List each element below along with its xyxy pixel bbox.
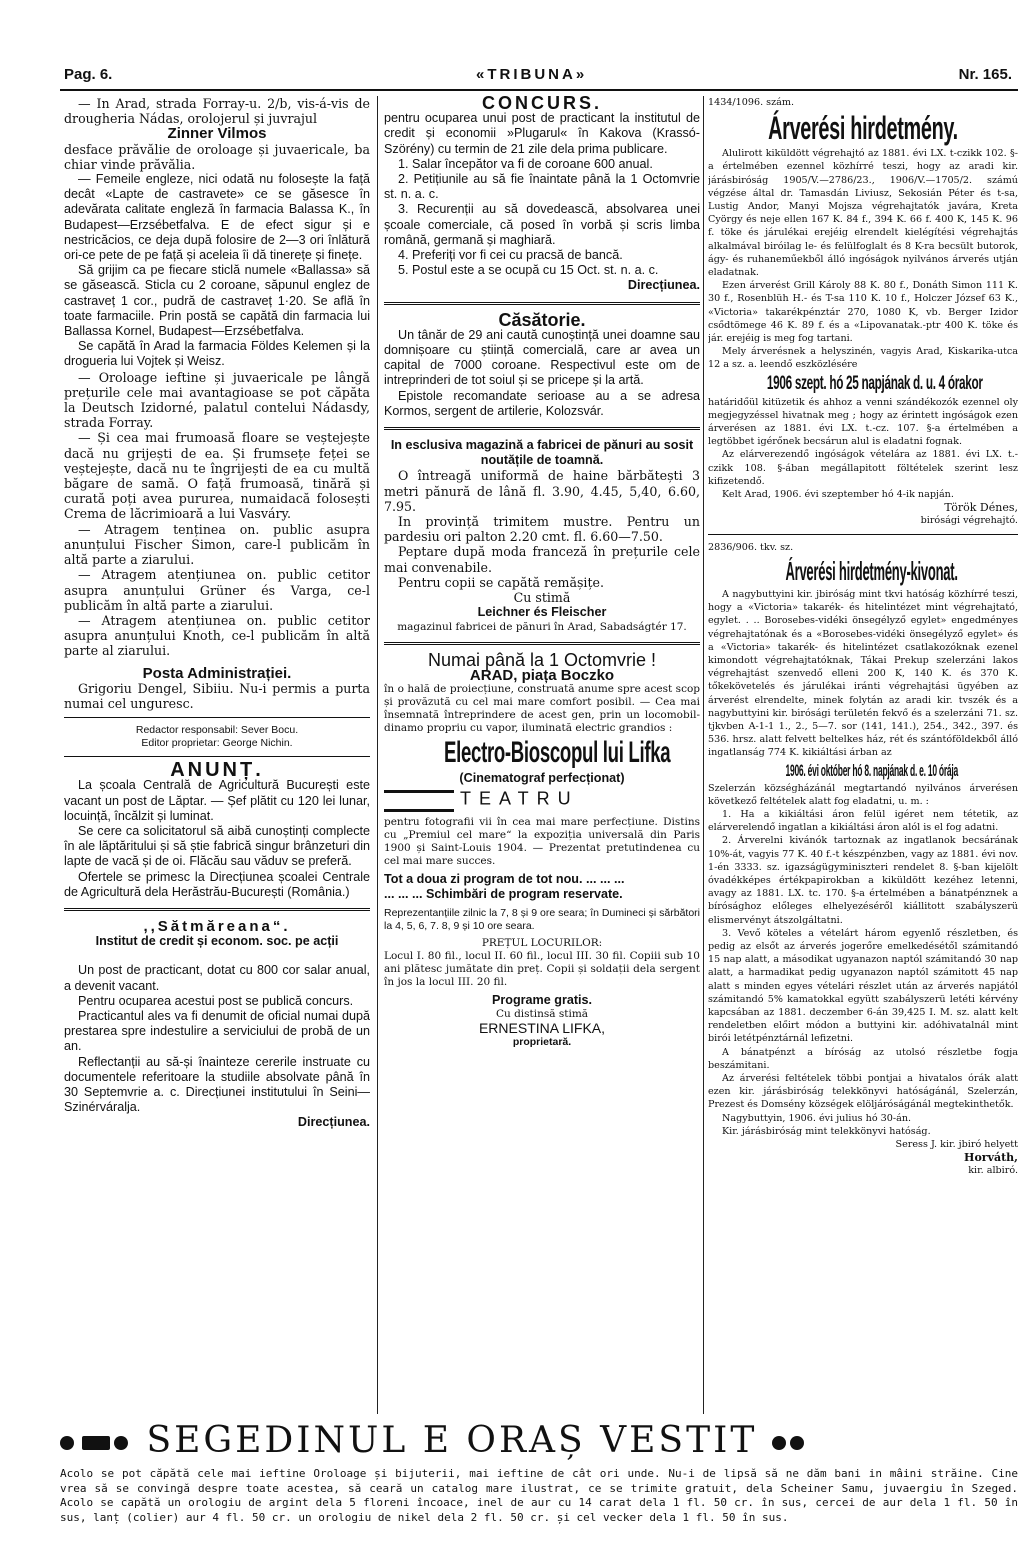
segedin-title-row xyxy=(60,1420,1018,1461)
electro-title: Electro-Bioscopul lui Lifka xyxy=(444,735,671,769)
column-2 xyxy=(384,96,700,1414)
anunt-p2: Se cere ca solicitatorul să aibă cunoștinți complecte în ale lăptăritului și să știe fabrică singur brânzeturi din lapte de vacă și de oi. Flăcău sau văduv se preferă. xyxy=(64,823,370,869)
arveresi-role: birósági végrehajtó. xyxy=(920,515,1018,527)
programe-gratis: Programe gratis. xyxy=(491,992,593,1007)
column-rule-2 xyxy=(703,96,704,1414)
casatorie-title: Căsătorie. xyxy=(498,309,586,330)
column-3 xyxy=(708,96,1018,1414)
concurs-sign: Direcțiunea. xyxy=(627,278,700,293)
zinner-ad: — In Arad, strada Forray-u. 2/b, vis-á-vis de drougheria Nádas, orolojerul și juvrajul xyxy=(64,96,370,127)
satmar-sign: Direcțiunea. xyxy=(297,1115,370,1130)
divider xyxy=(64,908,370,911)
segedin-ad xyxy=(60,1420,1018,1525)
satmar-p1: Un post de practicant, dotat cu 800 cor salar anual, a devenit vacant. xyxy=(64,963,370,993)
esclusiva-firm: Leichner és Fleischer xyxy=(477,605,607,620)
kivonat-sign-3: kir. albiró. xyxy=(968,1165,1018,1177)
segedin-title: SEGEDINUL E ORAȘ VESTIT xyxy=(146,1420,758,1461)
tot-nou: Tot a doua zi program de tot nou. ... ... ... xyxy=(384,872,625,887)
concurs-item-4: 4. Preferiți vor fi cei cu pracsă de bancă. xyxy=(398,248,623,263)
ornament-dot-icon xyxy=(790,1436,804,1450)
divider xyxy=(64,717,370,718)
concurs-title: CONCURS. xyxy=(481,96,602,113)
concurs-item-1: 1. Salar începător va fi de coroane 600 anual. xyxy=(398,156,653,171)
arveresi-title: Árverési hirdetmény. xyxy=(768,110,958,147)
satmar-title: ,,Sătmăreana“. xyxy=(143,917,291,935)
numai-title: Numai până la 1 Octomvrie ! xyxy=(427,649,657,670)
arveresi-p5: Az elárverezendő ingóságok vételára az 1881. évi LX. t.-czikk 108. §-ában megállapitott föltételek szerint lesz kifizetendő. xyxy=(708,449,1018,487)
arad-text: în o hală de proiecțiune, construată anume spre acest scop și provăzută cu cel mai mare comfort posibil. — Cea mai însemnată întreprindere de acest gen, prin un locomobil-dinamo propriu cu vapor, iluminată electric grandios : xyxy=(384,682,700,734)
column-1 xyxy=(64,96,370,1414)
page-number: Pag. 6. xyxy=(64,66,113,83)
esclusiva-address: magazinul fabricei de pănuri în Arad, Sabadságtér 17. xyxy=(397,620,687,633)
kivonat-title: Árverési hirdetmény-kivonat. xyxy=(785,555,958,586)
pret-title: PREȚUL LOCURILOR: xyxy=(481,936,603,949)
satmar-p3: Practicantul ales va fi denumit de oficial numai după prestarea spre indestulire a serviciului de probă de un an. xyxy=(64,1008,370,1054)
zinner-ad-body: desface prăvălie de oroloage și juvaericale, ba chiar vinde prăvălia. xyxy=(64,141,370,172)
arveresi-p3: Mely árverésnek a helyszinén, vagyis Arad, Kiskarika-utca 12 a sz. a. leendő eszközlésére xyxy=(708,346,1018,371)
divider xyxy=(384,427,700,430)
concurs-item-5: 5. Postul este a se ocupă cu 15 Oct. st. n. a. c. xyxy=(398,263,659,278)
esclusiva-p1: O întreagă uniformă de haine bărbătești 3 metri pănură de lână fl. 3.90, 4.45, 5,40, 6.60, 7.95. xyxy=(384,468,700,514)
kivonat-place: Nagybuttyin, 1906. évi julius hó 30-án. xyxy=(722,1112,912,1124)
ornament-dot-icon xyxy=(772,1436,786,1450)
oroloage-notice: — Oroloage ieftine și juvaericale pe lângă prețurile cele mai avantagioase se pot căpăta la Deutsch Izidorné, palatul contelui Nádasdy, strada Forray. xyxy=(64,369,370,431)
esclusiva-p3: Peptare după moda franceză în prețurile cele mai convenabile. xyxy=(384,544,700,575)
esclusiva-p2: In provință trimitem mustre. Pentru un pardesiu ori palton 2.20 cmt. fl. 6.60—7.50. xyxy=(384,514,700,545)
redactor-line: Redactor responsabil: Sever Bocu. xyxy=(135,724,299,737)
kivonat-court: Kir. járásbiróság mint telekkönyvi hatóság. xyxy=(722,1125,931,1137)
teatru-row xyxy=(384,790,700,812)
lifka-name: ERNESTINA LIFKA, xyxy=(478,1019,606,1036)
header-rule xyxy=(60,89,1018,91)
arveresi-p1: Alulirott kiküldött végrehajtó az 1881. évi LX. t-czikk 102. §-a értelmében ezennel közhírré teszi, hogy az aradi kir. járásbiróság 1905/V.—2786/23., 1906/V.—1705/2. számú végzése által dr. Tamasdán Liviusz, Sekosián Péter és t-sa, Lustig Andor, Manyi Mojsza végrehajtatók javára, Kreta Cyörgy és neje ellen 167 K. 84 f., 394 K. 66 f. 400 K, 145 K. 96 f. töke és járulékai erejéig elrendelt kielégítési végrehajtás alkalmával biróilag le- és felülfoglalt és 8 K-ra becsült butorok, ágy- és ruhaneműekből álló ingóságok nyilvános árverés utján eladatnak. xyxy=(708,148,1018,279)
divider xyxy=(384,642,700,645)
distinsa-stima: Cu distinsă stimă xyxy=(495,1007,589,1020)
decorative-bars xyxy=(384,790,454,812)
kivonat-date: 1906. évi október hó 8. napjának d. e. 10 órája xyxy=(785,760,958,780)
ornament-mark-icon xyxy=(82,1436,110,1450)
casatorie-p1: Un tânăr de 29 ani caută cunoștință unei doamne sau domnișoare cu știință comercială, care ar avea un capital de 7000 coroane. Respectivul este om de intreprinderi de tot soiul și se pricepe și la artă. xyxy=(384,327,700,388)
concurs-item-3: 3. Recurenții au să dovedească, absolvarea unei școale comerciale, că posed în vorbă și scris limba română, germană și maghiară. xyxy=(384,202,700,247)
kivonat-sign-1: Seress J. kir. jbiró helyett xyxy=(895,1139,1018,1151)
page-header xyxy=(64,66,1016,88)
ballassa-notice: Să grijim ca pe fiecare sticlă numele «Ballassa» să se găsească. Sticla cu 2 coroane, săpunul englez de castraveț 1 cor., pudră de castraveț 1·20. Se află în toate farmaciile. Prin postă se capătă din farmacia lui Ballassa Kornel, Budapest—Erzsébetfalva. xyxy=(64,263,370,339)
kivonat-item-2: 2. Árverelni kivánók tartoznak az ingatlanok becsárának 10%-át, vagyis 77 K. 40 f.-t készpénzben, vagy az 1881. évi nov. 1-én 3333. sz. igazságügyminiszteri rendelet 8. §-ban kijelölt óvadékképes értékpapirokban a kiküldött kezéhez letenni, avagy az 1881. LX. tc. 170. §-a értelmében a bánatpénznek a bírósághoz előleges elhelyezéséről kiállitott szabályszerü elismervényt átszolgáltatni. xyxy=(708,835,1018,926)
ref-number-2: 2836/906. tkv. sz. xyxy=(708,541,794,553)
posta-title: Posta Administrației. xyxy=(142,664,292,682)
casatorie-p2: Epistole recomandate serioase au a se adresa Kormos, sergent de artilerie, Kolozsvár. xyxy=(384,388,700,418)
kivonat-item-5: Az árverési feltételek többi pontjai a hivatalos órák alatt ezen kir. járásbiróság telekkönyvi hatóságánál, Szelerzán, Prezest és Domsény községek elöljáróságánál megtekinthetők. xyxy=(708,1073,1018,1111)
proprietara: proprietară. xyxy=(512,1035,572,1048)
anunt-p3: Ofertele se primesc la Direcțiunea școalei Centrale de Agricultură dela Herăstrău-București (România.) xyxy=(64,869,370,899)
concurs-intro: pentru ocuparea unui post de practicant la institutul de credit și economii »Plugarul« în Kakova (Krassó-Szörény) cu termin de 21 zile dela prima publicare. xyxy=(384,111,700,156)
arveresi-date: 1906 szept. hó 25 napjának d. u. 4 órakor xyxy=(766,372,983,394)
arveresi-p4: határidőül kitüzetik és ahhoz a venni szándékozók ezennel oly megjegyzéssel hivatnak meg ; hogy az érintett ingóságok ezen árverésen az 1881. évi LX. t.-cz. 107. §-a értelmében a legtöbbet igérőnek becsárun alul is eladatni fognak. xyxy=(708,396,1018,448)
satmar-subtitle: Institut de credit și econom. soc. pe acții xyxy=(95,934,339,949)
reprezentatii: Reprezentanțiile zilnic la 7, 8 și 9 ore seara; în Dumineci și sărbători la 4, 5, 6, 7. 8, 9 și 10 ore seara. xyxy=(384,906,700,932)
kivonat-p1: A nagybuttyini kir. jbiróság mint tkvi hatóság közhírré teszi, hogy a «Victoria» takarék- és hitelintézet mint végrehajtató, egylet. . .. Borosebes-vidéki önsegélyző egylet» engedményes végrehajtatónak és a «Borosebes-vidéki önsegélyző egylet» és a «Victoria» takarék- és hitelintézet csatlakozóknak ezenel kimondott végrehajtatóknak, Tákai Prekup szelerzáni lakos végrehajtást szenvedő elleni 200 K, 140 K. és 370 K. tőkekövetelés és járulékai iránti végrehajtási ügyében az árverést elrendelte, minek folytán az aradi kir. tvszék és a nagybuttyini kir. birósági területén fekvő és a szelerzáni 71. sz. tjkvben A-1-1 1., 2., 5—7. sor (141, 141.), 254., 342., 397. és 536. hrsz. alatt felvett beltelkes ház, rét és szántóföldekből álló ingatlanság 774 K. kikiáltási árban az xyxy=(708,588,1018,759)
column-rule-1 xyxy=(377,96,378,1414)
ornament-dot-icon xyxy=(114,1436,128,1450)
kivonat-item-4: A bánatpénzt a bíróság az utolsó részletbe fogja beszámitani. xyxy=(708,1046,1018,1071)
concurs-item-2: 2. Petițiunile au să fie înaintate până la 1 Octomvrie st. n. a. c. xyxy=(384,172,700,202)
newspaper-title: «TRIBUNA» xyxy=(476,66,588,83)
ornament-dot-icon xyxy=(60,1436,74,1450)
satmar-p4: Reflectanții au să-și înainteze cererile instruate cu documentele referitoare la studiile absolvate până în 30 Septemvrie a. c. Direcțiunei institutului în Seini—Szinérváralja. xyxy=(64,1054,370,1115)
teatru-title: TEATRU xyxy=(460,788,579,809)
esclusiva-stima: Cu stimă xyxy=(513,590,571,606)
divider xyxy=(708,534,1018,535)
esclusiva-title: In esclusiva magazină a fabricei de pănuri au sosit noutățile de toamnă. xyxy=(390,438,694,468)
kivonat-item-3: 3. Vevő köteles a vételárt három egyenlő részletben, és pedig az elsőt az árverés jogerőre emelkedésétől számitandó 15 nap alatt, a másodikat ugyanazon naptól számitandó 30 nap alatt, a harmadikat pedig ugyanazon naptól számitott 45 nap alatt s minden egyes vételári részlet után az árverés napjától számitandó 5% kamatokkal együtt szabályszerü letéti kérvény kapcsában az 1881. deczember 6-án 39,425 I. M. sz. alatt kelt rendeletben előirt módon a buttyini kir. adóhivatalnál mint birói letétpénztárnál lefizetni. xyxy=(708,927,1018,1045)
knoth-notice: — Atragem atențiunea on. public cetitor asupra anunțului Knoth, ce-l publicăm în altă parte al ziarului. xyxy=(64,612,370,659)
anunt-title: ANUNȚ. xyxy=(170,759,264,782)
posta-text: Grigoriu Dengel, Sibiiu. Nu-i permis a purta numai cel unguresc. xyxy=(64,680,370,711)
divider xyxy=(64,756,370,757)
kivonat-sign-2: Horváth, xyxy=(964,1151,1018,1165)
kivonat-item-1: 1. Ha a kikiáltási áron felül igéret nem tétetik, az elárverelendő ingatlan a kikiáltási áron alól is el fog adatni. xyxy=(708,808,1018,834)
gruner-notice: — Atragem atențiunea on. public cetitor asupra anunțului Grüner és Varga, ce-l publicăm în altă parte a ziarului. xyxy=(64,567,370,613)
cinematograf: (Cinematograf perfecționat) xyxy=(459,770,625,785)
zinner-name: Zinner Vilmos xyxy=(167,125,267,143)
vasvary-notice: — Și cea mai frumoasă floare se veștejește dacă nu grijești de ea. Și frumsețe feței se veștejește, dacă nu te îngrijești de ea cu multă băgare de samă. O față frumoasă, tinără și curată poți avea pururea, numaidacă folosești Crema de lăcrimioară a lui Vasváry. xyxy=(64,430,370,522)
arad-title: ARAD, piața Boczko xyxy=(469,666,615,684)
arveresi-place: Kelt Arad, 1906. évi szeptember hó 4-ik napján. xyxy=(722,489,954,501)
teatru-text: pentru fotografii vii în cea mai mare perfecțiune. Distins cu „Premiul cel mare“ la expoziția universală din Paris 1900 și Saint-Louis 1904. — Prezentat pretutindenea cu cel mai mare succes. xyxy=(384,816,700,868)
ref-number-1: 1434/1096. szám. xyxy=(708,97,795,108)
kivonat-p2: Szelerzán községházánál megtartandó nyilvános árverésen következő feltételek alatt fog eladatni, u. m. : xyxy=(708,782,1018,807)
anunt-p1: La școala Centrală de Agricultură București este vacant un post de Lăptar. — Șef plătit cu 120 lei lunar, locuință, încălzit și luminat. xyxy=(64,778,370,823)
esclusiva-p4: Pentru copii se capătă remășițe. xyxy=(398,574,604,590)
arveresi-p2: Ezen árverést Grill Károly 88 K. 80 f., Donáth Simon 111 K. 30 f., Rosenblüh H.- és T-sa 110 K. 10 f., Holczer József 63 K., «Victoria» takarékpénztár 270, 1080 K, vb. Berger Izidor csődtömege 46 K. 89 f. és a «Lipovanatak.-ptr 400 K. töke és jár. erejéig is meg fog tartani. xyxy=(708,280,1018,345)
divider xyxy=(384,302,700,305)
satmar-p2: Pentru ocuparea acestui post se publică concurs. xyxy=(78,993,354,1008)
arveresi-sign: Török Dénes, xyxy=(944,501,1018,515)
segedin-text: Acolo se pot căpătă cele mai ieftine Oroloage și bijuterii, mai ieftine de cât ori unde. Nu-i de lipsă să ne dăm bani in mâini străine. Cine vrea să se convingă despre toate acestea, să ceară un catalog mare ilustrat, ce se trimite gratuit, dela Scheiner Samu, juvaergiu în Szeged. Acolo se capătă un orologiu de argint dela 5 floreni încoace, inel de aur cu 14 carat dela 1 fl. 50 cr. în sus, cercei de aur dela 1 fl. 50 în sus, lanț (colier) aur 4 fl. 50 cr. un orologiu de nikel dela 2 fl. 50 cr. și cel vecker dela 1 fl. 50 în sus. xyxy=(60,1467,1018,1524)
engleze-notice: — Femeile engleze, nici odată nu folosește la față decât «Lapte de castravete» ce se găsesce în adevărata calitate engleză în farmacia Balassa K., în Budapest—Erzsébetfalva. E de efect sigur și e nestricăcios, ce deja după folosire de 2—3 ori înlătură ori-ce pete de pe față și aceleia îi dă tinerețe și finețe. xyxy=(64,172,370,263)
fischer-notice: — Atragem tenținea on. public asupra anunțului Fischer Simon, care-l publicăm în altă parte a ziarului. xyxy=(64,521,370,568)
editor-line: Editor proprietar: George Nichin. xyxy=(141,737,293,750)
issue-number: Nr. 165. xyxy=(958,66,1012,83)
foldes-notice: Se capătă în Arad la farmacia Földes Kelemen și la drogueria lui Vojtek și Weisz. xyxy=(64,339,370,369)
pret-text: Locul I. 80 fil., locul II. 60 fil., locul III. 30 fil. Copiii sub 10 ani plătesc jumătate din preț. Copii și soldații dela sergent în jos la locul III. 20 fil. xyxy=(384,949,700,988)
schimbari: ... ... ... Schimbări de program reservate. xyxy=(384,887,623,902)
